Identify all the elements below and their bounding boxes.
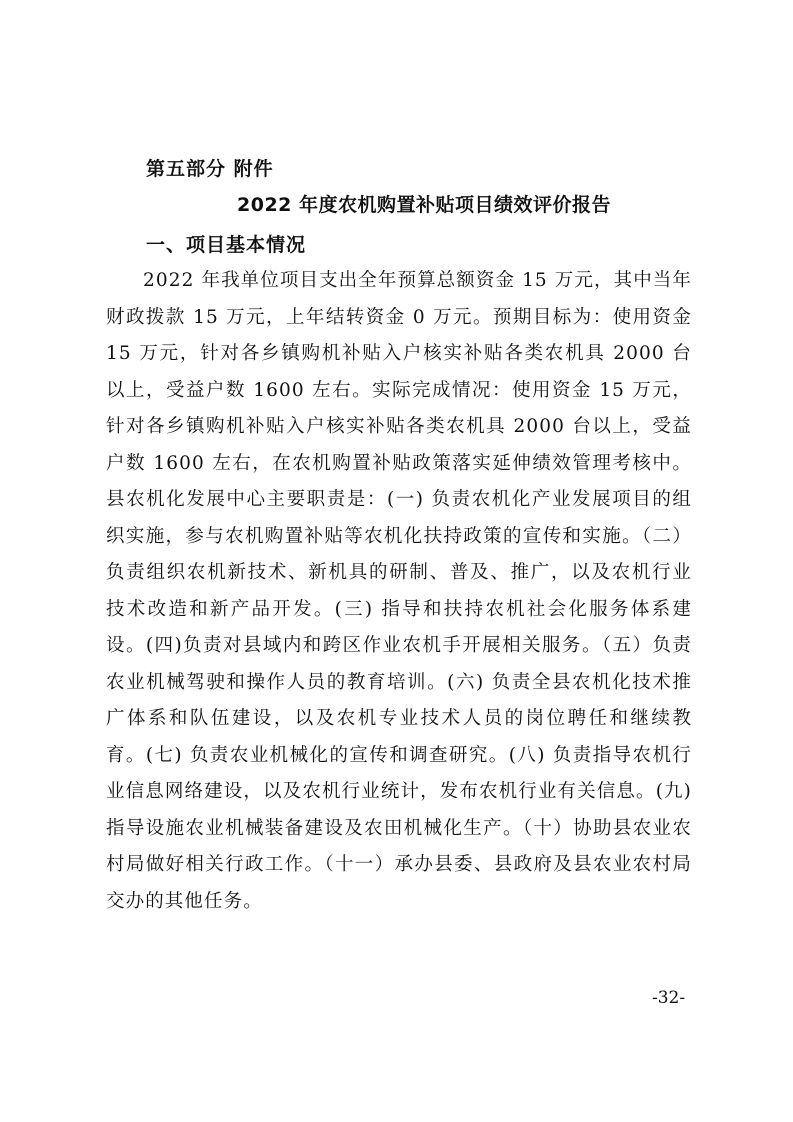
section-heading: 一、项目基本情况: [146, 234, 307, 256]
body-paragraph: 2022 年我单位项目支出全年预算总额资金 15 万元，其中当年财政拨款 15 万元，上年结转资金 0 万元。预期目标为：使用资金 15 万元，针对各乡镇购机补贴入户核实补贴各类农机具 2000 台以上，受益户数 1600 左右。实际完成情况：使用资金 15 万元，针对各乡镇购机补贴入户核实补贴各类农机具 2000 台以上，受益户数 1600 左右，在农机购置补贴政策落实延伸绩效管理考核中。县农机化发展中心主要职责是：(一) 负责农机化产业发展项目的组织实施，参与农机购置补贴等农机化扶持政策的宣传和实施。（二）负责组织农机新技术、新机具的研制、普及、推广，以及农机行业技术改造和新产品开发。(三) 指导和扶持农机社会化服务体系建设。(四)负责对县域内和跨区作业农机手开展相关服务。（五）负责农业机械驾驶和操作人员的教育培训。(六) 负责全县农机化技术推广体系和队伍建设，以及农机专业技术人员的岗位聘任和继续教育。(七) 负责农业机械化的宣传和调查研究。(八) 负责指导农机行业信息网络建设，以及农机行业统计，发布农机行业有关信息。(九) 指导设施农业机械装备建设及农田机械化生产。（十）协助县农业农村局做好相关行政工作。（十一）承办县委、县政府及县农业农村局交办的其他任务。: [106, 270, 692, 912]
page-number: -32-: [652, 988, 686, 1008]
report-title: 2022 年度农机购置补贴项目绩效评价报告: [237, 194, 611, 216]
part-title: 第五部分 附件: [146, 158, 274, 180]
